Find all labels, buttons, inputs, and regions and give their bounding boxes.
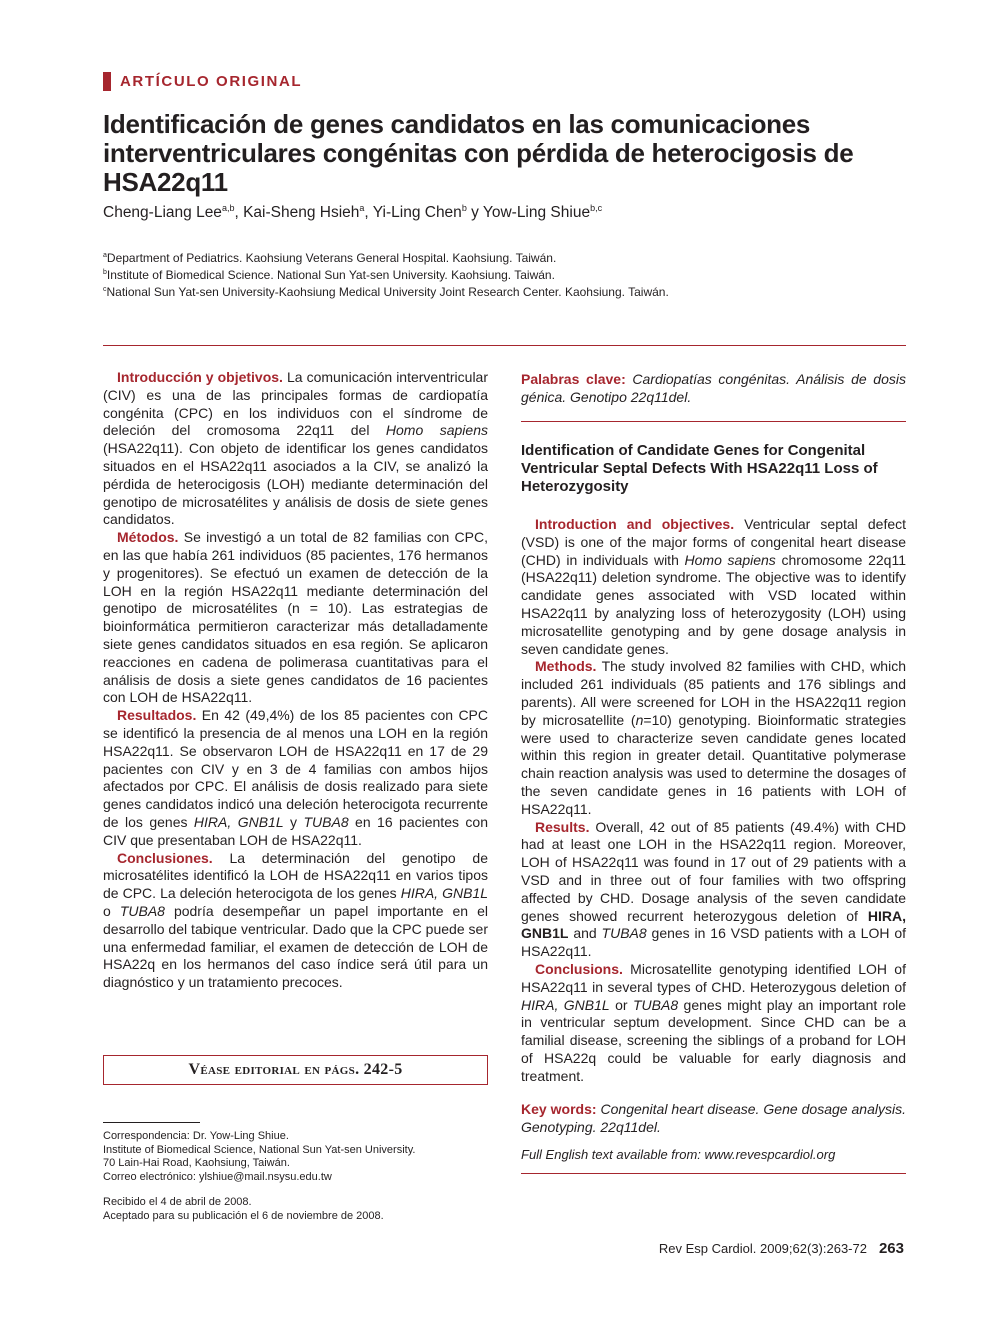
affiliation-item bbox=[103, 284, 669, 301]
affiliation-mark: c bbox=[103, 286, 107, 293]
keywords-spanish bbox=[521, 371, 906, 407]
abstract-heading: Resultados. bbox=[117, 707, 197, 724]
english-title: Identification of Candidate Genes for Congenital Ventricular Septal Defects With HSA22q11 Loss of Heterozygosity bbox=[521, 442, 878, 495]
author-affiliation-mark: b bbox=[461, 203, 467, 213]
abstract-paragraph: Introducción y objetivos. La comunicación interventricular (CIV) es una de las principales formas de cardiopatía congénita (CPC) en los individuos con el síndrome de deleción del cromosoma 22q11 del Homo sapiens (HSA22q11). Con objeto de identificar los genes candidatos situados en el HSA22q11 asociados a la CIV, se analizó la pérdida de heterocigosis (LOH) mediante determinación del genotipo de microsatélites y análisis de dosis de siete genes candidatos. bbox=[103, 369, 489, 528]
affiliation-text: Department of Pediatrics. Kaohsiung Veterans General Hospital. Kaohsiung. Taiwán. bbox=[106, 251, 557, 265]
affiliation-mark: b bbox=[103, 269, 107, 276]
keywords-label: Palabras clave: bbox=[521, 371, 626, 387]
keywords-text: Cardiopatías congénitas. Análisis de dosis génica. Genotipo 22q11del. bbox=[521, 371, 906, 405]
journal-footer bbox=[659, 1240, 904, 1257]
received-dates: Recibido el 4 de abril de 2008. Aceptado para su publicación el 6 de noviembre de 2008. bbox=[103, 1196, 384, 1222]
affiliation-text: National Sun Yat-sen University-Kaohsiung Medical University Joint Research Center. Kaohsiung. Taiwán. bbox=[106, 285, 669, 299]
section-marker bbox=[103, 72, 111, 91]
header-divider bbox=[103, 345, 906, 346]
author-list bbox=[103, 204, 602, 222]
abstract-heading: Introduction and objectives. bbox=[535, 516, 735, 532]
author-affiliation-mark: b,c bbox=[590, 203, 603, 213]
abstract-english bbox=[521, 516, 906, 1086]
abstract-heading: Results. bbox=[535, 818, 590, 835]
affiliation-text: Institute of Biomedical Science. National Sun Yat-sen University. Kaohsiung. Taiwán. bbox=[106, 268, 555, 282]
author-affiliation-mark: a bbox=[359, 203, 365, 213]
author-separator: , bbox=[234, 204, 244, 221]
keywords-label: Key words: bbox=[521, 1101, 597, 1117]
abstract-paragraph: Métodos. Se investigó a un total de 82 familias con CPC, en las que había 261 individuos (85 pacientes, 176 hermanos y progenitores). Se efectuó un examen de detección de la LOH en la región HSA22q11 mediante determinación del genotipo de microsatélites (n = 10). Las estrategias de bioinformática permitieron caracterizar más detalladamente siete genes candidatos situados en esa región. Se aplicaron reacciones en cadena de polimerasa cuantitativas para el análisis de dosis a siete genes candidatos de 16 pacientes con LOH de HSA22q11. bbox=[103, 529, 488, 706]
author-separator: , bbox=[364, 204, 373, 221]
keywords-divider bbox=[521, 421, 906, 422]
section-label bbox=[103, 70, 302, 92]
full-text-link[interactable]: Full English text available from: www.revespcardiol.org bbox=[521, 1147, 836, 1162]
abstract-heading: Methods. bbox=[535, 658, 597, 675]
editorial-reference-text: Véase editorial en págs. 242-5 bbox=[188, 1061, 403, 1078]
abstract-paragraph: Conclusiones. La determinación del genotipo de microsatélites identificó la LOH de HSA22q11 en varios tipos de CPC. La deleción heterocigota de los genes HIRA, GNB1L o TUBA8 podría desempeñar un papel importante en el desarrollo del tabique ventricular. Dado que la CPC puede ser una enfermedad familiar, el examen de detección de LOH de HSA22q en los hermanos del caso índice será útil para un diagnóstico y un tratamiento precoces. bbox=[103, 849, 489, 991]
page-number: 263 bbox=[878, 1240, 904, 1257]
keywords-english bbox=[521, 1101, 906, 1137]
abstract-paragraph: Introduction and objectives. Ventricular septal defect (VSD) is one of the major forms of congenital heart disease (CHD) in individuals with Homo sapiens chromosome 22q11 (HSA22q11) deletion syndrome. The objective was to identify candidate genes associated with VSD located within HSA22q11 by analyzing loss of heterozygosity (LOH) using microsatellite genotyping and by gene dosage analysis in seven candidate genes. bbox=[521, 516, 907, 657]
abstract-heading: Métodos. bbox=[117, 529, 179, 546]
abstract-heading: Conclusions. bbox=[535, 960, 623, 977]
abstract-spanish bbox=[103, 369, 488, 992]
affiliation-item bbox=[103, 267, 669, 284]
author-name: Yi-Ling Chen bbox=[372, 204, 462, 221]
author-affiliation-mark: a,b bbox=[221, 203, 235, 213]
author-name: Cheng-Liang Lee bbox=[103, 204, 222, 221]
correspondence-email: Correo electrónico: ylshiue@mail.nsysu.edu.tw bbox=[103, 1170, 332, 1183]
author-separator: y bbox=[466, 204, 483, 221]
author-name: Kai-Sheng Hsieh bbox=[243, 204, 360, 221]
journal-citation: Rev Esp Cardiol. 2009;62(3):263-72 bbox=[658, 1241, 867, 1256]
article-title: Identificación de genes candidatos en las comunicaciones interventriculares congénitas con pérdida de heterocigosis de HSA22q11 bbox=[103, 109, 854, 197]
affiliation-item bbox=[103, 250, 669, 267]
correspondence: Correspondencia: Dr. Yow-Ling Shiue. Institute of Biomedical Science, National Sun Yat-sen University. 70 Lain-Hai Road, Kaohsiung, Taiwán. Correo electrónico: ylshiue@mail.nsysu.edu.tw bbox=[103, 1130, 416, 1183]
abstract-paragraph: Methods. The study involved 82 families with CHD, which included 261 individuals (85 patients and 176 siblings and parents). All were screened for LOH in the HSA22q11 region by microsatellite (n=10) genotyping. Bioinformatic strategies were used to characterize seven candidate genes located within this region in greater detail. Quantitative polymerase chain reaction analysis was used to determine the dosages of the seven candidate genes in 16 patients with LOH of HSA22q11. bbox=[521, 658, 906, 817]
author-name: Yow-Ling Shiue bbox=[482, 204, 591, 221]
section-label-text: ARTÍCULO ORIGINAL bbox=[120, 72, 303, 90]
keywords-text: Congenital heart disease. Gene dosage analysis. Genotyping. 22q11del. bbox=[521, 1101, 906, 1135]
affiliations bbox=[103, 250, 669, 301]
abstract-paragraph: Conclusions. Microsatellite genotyping identified LOH of HSA22q11 in several types of CHD. Heterozygous deletion of HIRA, GNB1L or TUBA8 genes might play an important role in ventricular septum development. Since CHD can be a familial disease, screening the siblings of a proband for LOH of HSA22q could be valuable for early diagnosis and treatment. bbox=[521, 960, 907, 1084]
bottom-divider bbox=[521, 1173, 906, 1174]
abstract-heading: Introducción y objetivos. bbox=[117, 369, 283, 385]
editorial-reference-box bbox=[103, 1055, 488, 1085]
abstract-heading: Conclusiones. bbox=[117, 849, 213, 866]
abstract-paragraph: Resultados. En 42 (49,4%) de los 85 pacientes con CPC se identificó la presencia de al menos una LOH en la región HSA22q11. Se observaron LOH de HSA22q11 en 17 de 29 pacientes con CIV y en 3 de 4 familias con ambos hijos afectados por CPC. El análisis de dosis realizado para siete genes candidatos indicó una deleción heterocigota recurrente de los genes HIRA, GNB1L y TUBA8 en 16 pacientes con CIV que presentaban LOH de HSA22q11. bbox=[103, 707, 488, 848]
footnote-divider bbox=[103, 1122, 200, 1123]
abstract-paragraph: Results. Overall, 42 out of 85 patients (49.4%) with CHD had at least one LOH in the HSA22q11 region. Moreover, LOH of HSA22q11 was found in 17 out of 29 patients with a VSD and in three out of four families with two offspring affected by CHD. Dosage analysis of the seven candidate genes showed recurrent heterozygous deletion of HIRA, GNB1L and TUBA8 genes in 16 VSD patients with a LOH of HSA22q11. bbox=[521, 818, 907, 960]
affiliation-mark: a bbox=[103, 252, 107, 259]
